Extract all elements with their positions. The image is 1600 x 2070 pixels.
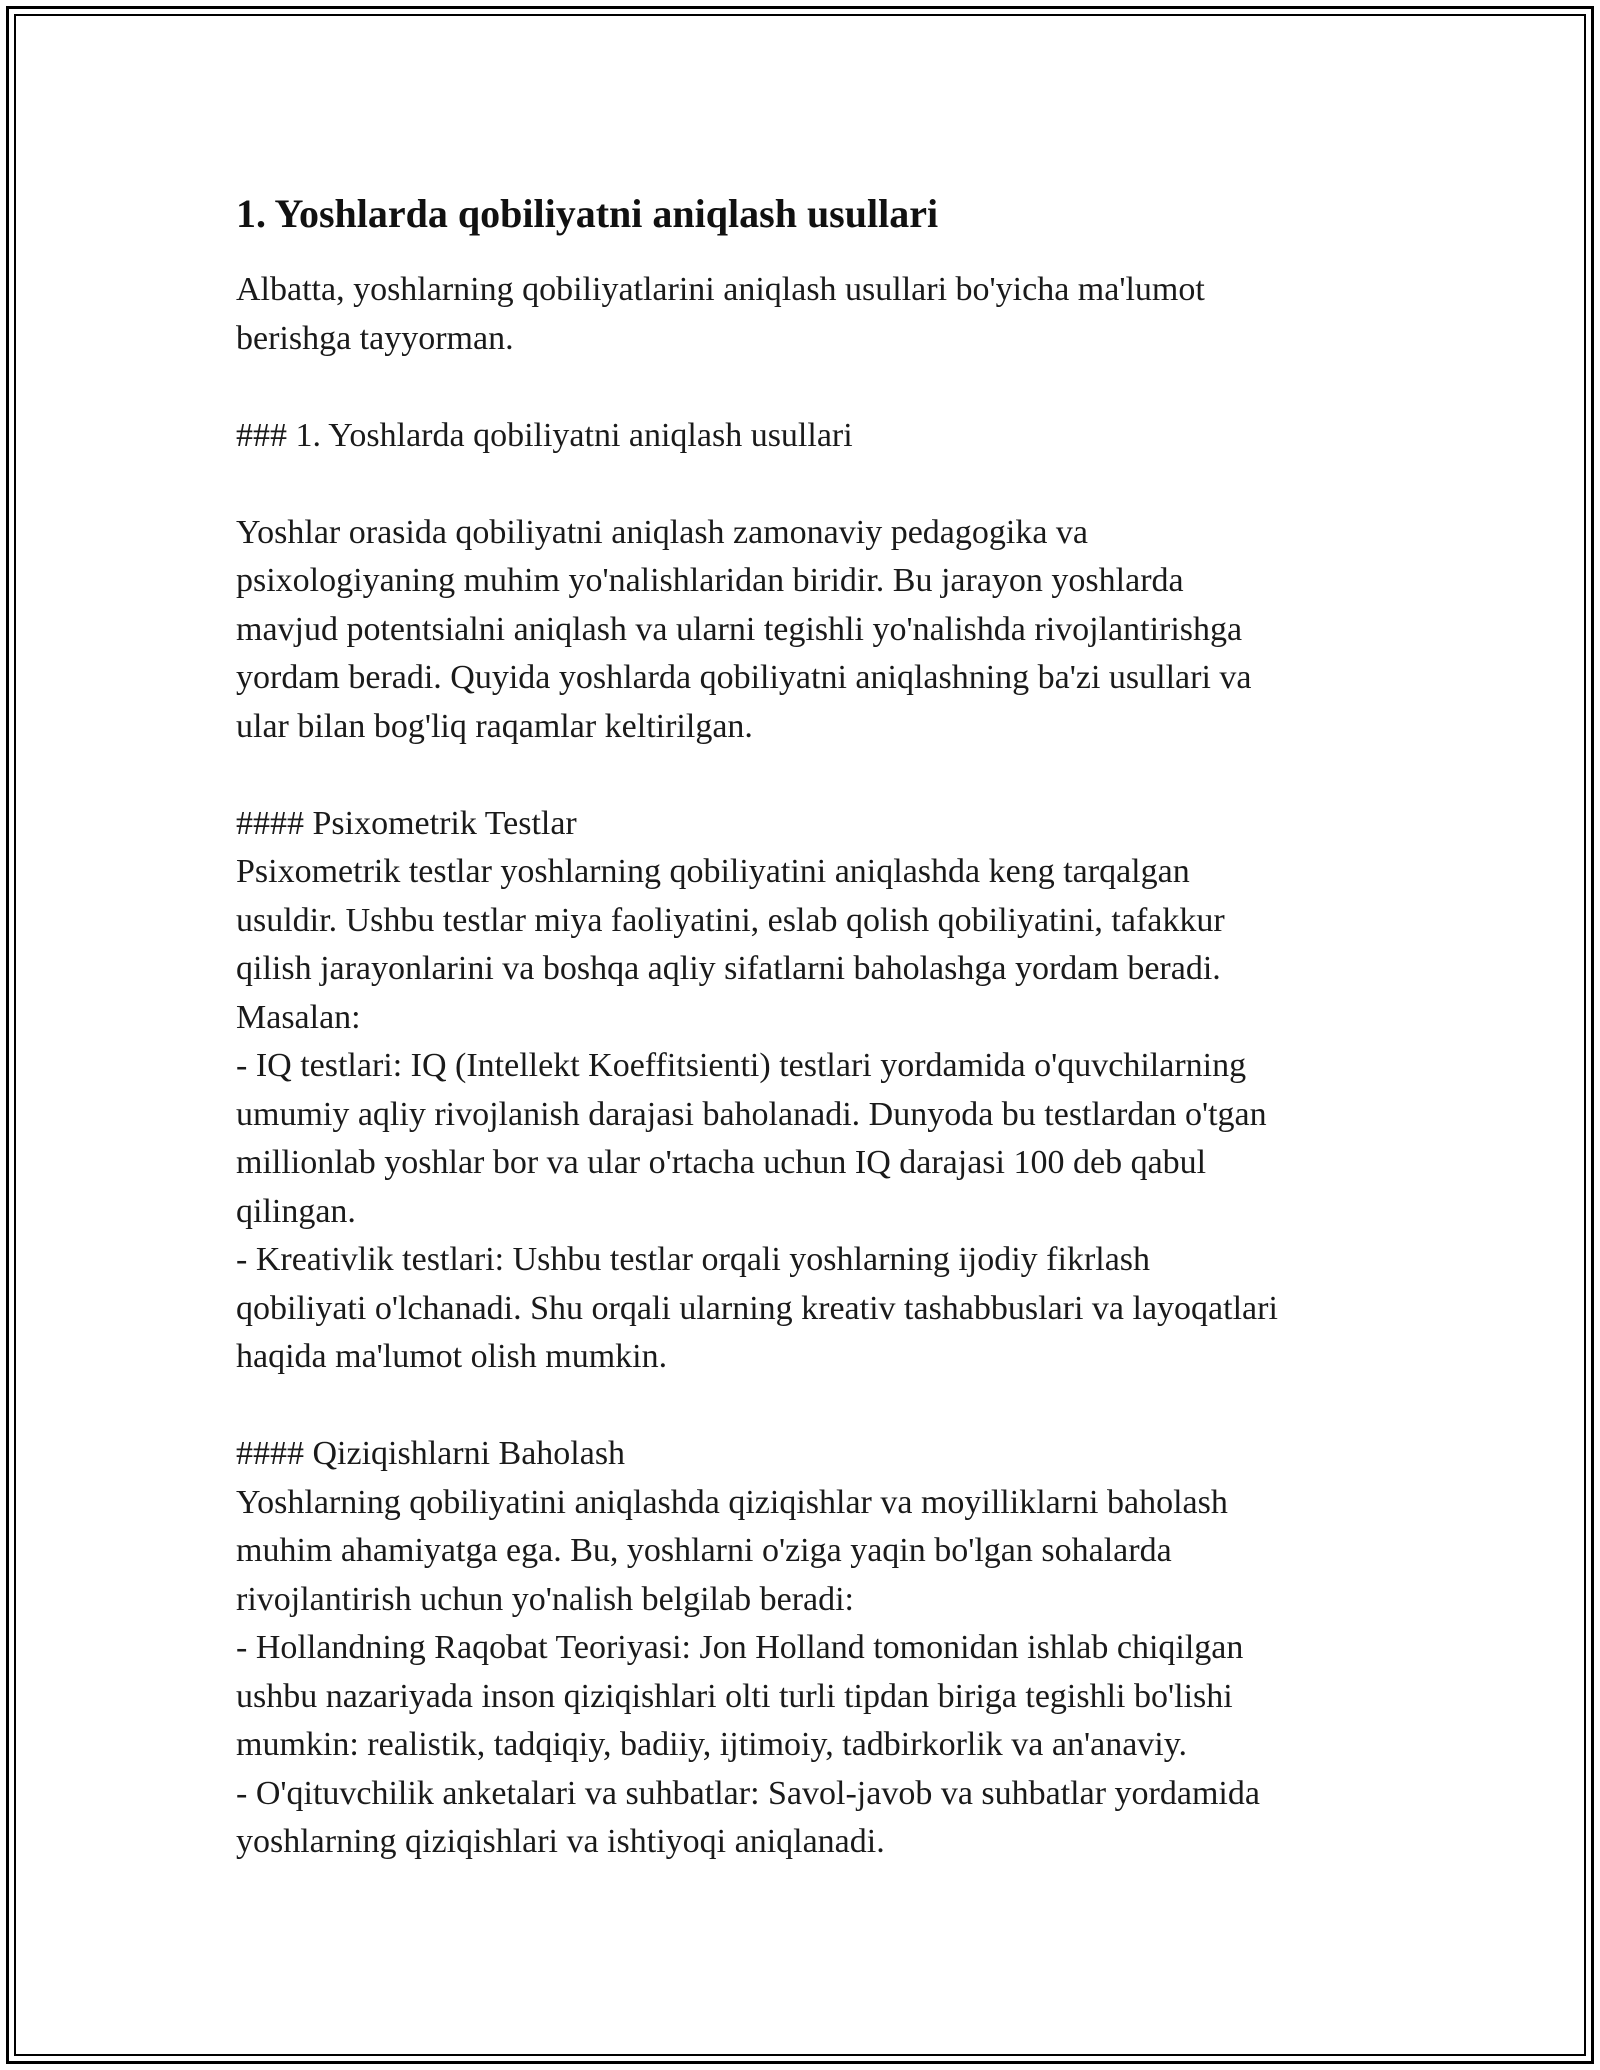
blank-line: [236, 1382, 1376, 1431]
text-line: mumkin: realistik, tadqiqiy, badiiy, ijtimoiy, tadbirkorlik va an'anaviy.: [236, 1726, 1188, 1763]
text-line: ushbu nazariyada inson qiziqishlari olti turli tipdan biriga tegishli bo'lishi: [236, 1677, 1233, 1715]
text-line: qilingan.: [236, 1192, 356, 1230]
text-line: millionlab yoshlar bor va ular o'rtacha uchun IQ darajasi 100 deb qabul: [236, 1144, 1207, 1181]
text-line: yoshlarning qiziqishlari va ishtiyoqi aniqlanadi.: [236, 1823, 885, 1860]
section-psychometric-tests: [236, 800, 1376, 1382]
blank-line: [236, 460, 1376, 509]
text-line: umumiy aqliy rivojlanish darajasi baholanadi. Dunyoda bu testlardan o'tgan: [236, 1095, 1267, 1133]
section-heading: #### Psixometrik Testlar: [236, 804, 577, 842]
text-line: berishga tayyorman.: [236, 319, 514, 357]
text-line: haqida ma'lumot olish mumkin.: [236, 1338, 668, 1375]
text-line: muhim ahamiyatga ega. Bu, yoshlarni o'ziga yaqin bo'lgan sohalarda: [236, 1532, 1172, 1569]
list-item-line: - Kreativlik testlari: Ushbu testlar orqali yoshlarning ijodiy fikrlash: [236, 1241, 1151, 1278]
document-body: [236, 188, 1376, 1867]
text-line: qobiliyati o'lchanadi. Shu orqali ularning kreativ tashabbuslari va layoqatlari: [236, 1289, 1278, 1327]
text-line: ### 1. Yoshlarda qobiliyatni aniqlash usullari: [236, 416, 853, 454]
text-line: ular bilan bog'liq raqamlar keltirilgan.: [236, 707, 753, 745]
text-line: psixologiyaning muhim yo'nalishlaridan biridir. Bu jarayon yoshlarda: [236, 562, 1184, 599]
text-line: Albatta, yoshlarning qobiliyatlarini aniqlash usullari bo'yicha ma'lumot: [236, 271, 1205, 308]
section-interest-assessment: [236, 1430, 1376, 1867]
document-title: 1. Yoshlarda qobiliyatni aniqlash usullari: [236, 191, 939, 236]
list-item-line: - O'qituvchilik anketalari va suhbatlar: Savol-javob va suhbatlar yordamida: [236, 1774, 1260, 1812]
text-line: Yoshlar orasida qobiliyatni aniqlash zamonaviy pedagogika va: [236, 513, 1089, 551]
markdown-subheading: [236, 412, 1376, 461]
text-line: qilish jarayonlarini va boshqa aqliy sifatlarni baholashga yordam beradi.: [236, 950, 1221, 987]
section-heading: #### Qiziqishlarni Baholash: [236, 1435, 626, 1472]
blank-line: [236, 751, 1376, 800]
list-item-line: - IQ testlari: IQ (Intellekt Koeffitsienti) testlari yordamida o'quvchilarning: [236, 1047, 1247, 1084]
text-line: usuldir. Ushbu testlar miya faoliyatini, eslab qolish qobiliyatini, tafakkur: [236, 901, 1225, 939]
text-line: Masalan:: [236, 998, 361, 1036]
intro-paragraph: [236, 266, 1376, 363]
list-item-line: - Hollandning Raqobat Teoriyasi: Jon Holland tomonidan ishlab chiqilgan: [236, 1629, 1244, 1666]
text-line: rivojlantirish uchun yo'nalish belgilab beradi:: [236, 1580, 854, 1618]
text-line: Yoshlarning qobiliyatini aniqlashda qiziqishlar va moyilliklarni baholash: [236, 1483, 1228, 1521]
text-line: yordam beradi. Quyida yoshlarda qobiliyatni aniqlashning ba'zi usullari va: [236, 659, 1252, 696]
overview-paragraph: [236, 509, 1376, 752]
text-line: Psixometrik testlar yoshlarning qobiliyatini aniqlashda keng tarqalgan: [236, 853, 1190, 890]
blank-line: [236, 363, 1376, 412]
text-line: mavjud potentsialni aniqlash va ularni tegishli yo'nalishda rivojlantirishga: [236, 610, 1243, 648]
